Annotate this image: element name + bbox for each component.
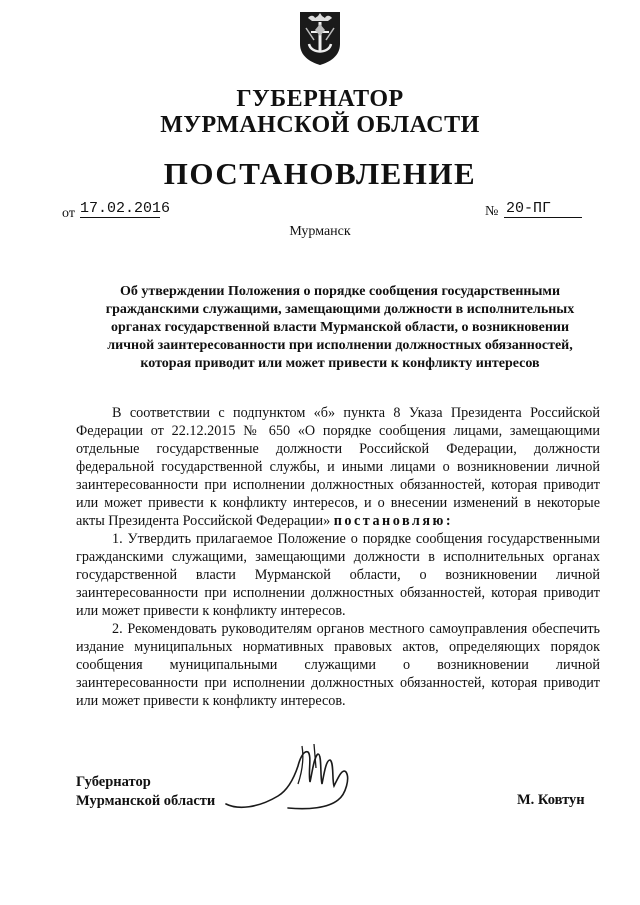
- signatory-position-line1: Губернатор: [76, 774, 151, 790]
- subject-line: Об утверждении Положения о порядке сообщения государственными: [119, 284, 561, 299]
- resolve-colon: :: [445, 513, 451, 529]
- authority-title-line2: МУРМАНСКОЙ ОБЛАСТИ: [160, 112, 480, 138]
- coat-of-arms-icon: [298, 10, 342, 66]
- signatory-position-line2: Мурманской области: [76, 793, 216, 809]
- subject-line: личной заинтересованности при исполнении должностных обязанностей,: [107, 338, 573, 353]
- subject-line: которая приводит или может привести к конфликту интересов: [140, 356, 540, 371]
- document-body: [76, 404, 600, 710]
- preamble-paragraph: [76, 404, 600, 530]
- document-type-title: ПОСТАНОВЛЕНИЕ: [163, 156, 477, 191]
- signatory-position: [76, 773, 215, 811]
- subject-line: органах государственной власти Мурманской области, о возникновении: [110, 320, 570, 335]
- item-paragraph: 1. Утвердить прилагаемое Положение о порядке сообщения государственными гражданскими служащими, замещающими должности в исполнительных органах государственной власти Мурманской области, о возникновении личной заинтересованности при исполнении должностных обязанностей, которая приводит или может привести к конфликту интересов.: [76, 531, 600, 619]
- resolve-word: постановляю: [333, 513, 446, 529]
- document-number: 20-ПГ: [504, 200, 582, 218]
- date-label: от: [62, 206, 75, 221]
- city-name: Мурманск: [289, 224, 351, 239]
- document-subject: [80, 283, 600, 373]
- document-date: 17.02.2016: [80, 200, 171, 217]
- preamble-text: В соответствии с подпунктом «б» пункта 8 Указа Президента Российской Федерации от 22.12.2015 № 650 «О порядке сообщения лицами, замещающими отдельные государственные должности Российской Федерации, должности федеральной государственной службы, и иными лицами о возникновении личной заинтересованности при исполнении должностных обязанностей, которая приводит или может привести к конфликту интересов, и о внесении изменений в некоторые акты Президента Российской Федерации»: [76, 405, 600, 529]
- subject-line: гражданскими служащими, замещающими должности в исполнительных: [105, 302, 575, 317]
- item-paragraph: 2. Рекомендовать руководителям органов местного самоуправления обеспечить издание муниципальных нормативных правовых актов, определяющих порядок сообщения муниципальными служащими о возникновении личной заинтересованности при исполнении должностных обязанностей, которая приводит или может привести к конфликту интересов.: [76, 621, 600, 709]
- authority-title-line1: ГУБЕРНАТОР: [236, 86, 404, 112]
- number-label: №: [485, 204, 499, 219]
- signatory-name: М. Ковтун: [517, 792, 585, 808]
- handwritten-signature: [218, 738, 378, 818]
